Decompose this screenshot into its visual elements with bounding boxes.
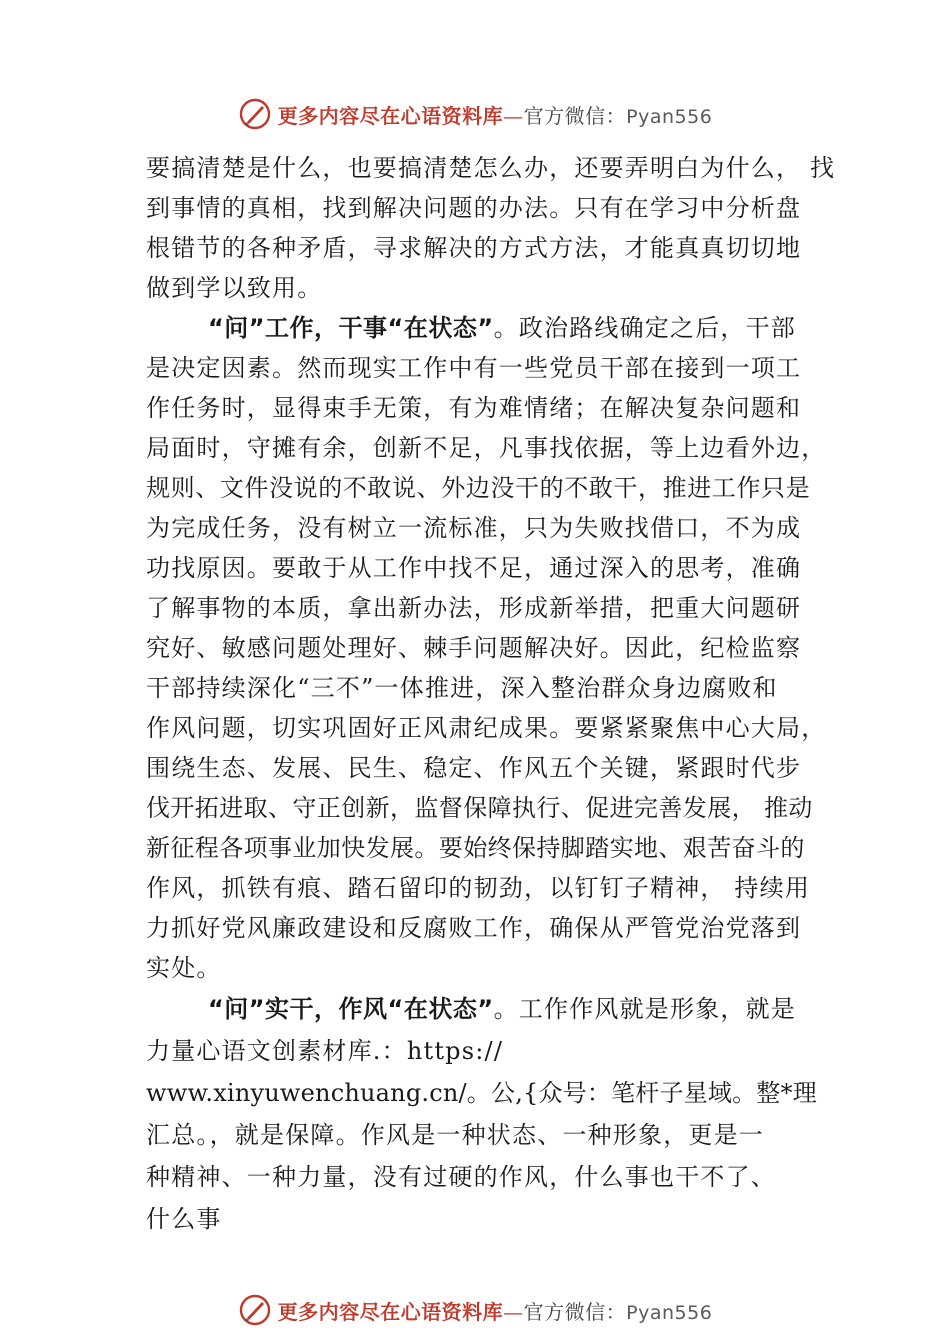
paragraph-first-line <box>146 308 822 348</box>
paragraph-2 <box>146 308 827 988</box>
text-line: 功找原因。要敢于从工作中找不足，通过深入的思考，准确 <box>146 554 802 582</box>
url-line: www.xinyuwenchuang.cn/。公,{众号：笔杆子星域。整*理 <box>146 1079 817 1107</box>
banner-title: 更多内容尽在心语资料库 <box>277 1299 504 1324</box>
paragraph-1 <box>146 148 836 308</box>
text-line: 根错节的各种矛盾，寻求解决的方式方法，才能真真切切地 <box>146 234 802 262</box>
banner-title: 更多内容尽在心语资料库 <box>277 103 504 128</box>
document-body <box>146 148 836 1240</box>
text-span: 。政治路线确定之后，干部 <box>493 314 796 342</box>
text-line: 什么事 <box>146 1205 222 1233</box>
text-line: 做到学以致用。 <box>146 274 323 302</box>
text-line: 了解事物的本质，拿出新办法，形成新举措，把重大问题研 <box>146 594 802 622</box>
quill-logo-icon <box>238 1293 272 1327</box>
text-line: 作任务时，显得束手无策，有为难情绪；在解决复杂问题和 <box>146 394 802 422</box>
paragraph-3 <box>146 988 822 1240</box>
text-line: 新征程各项事业加快发展。要始终保持脚踏实地、艰苦奋斗的 <box>146 834 805 862</box>
text-line: 力量心语文创素材库.：https:// <box>146 1037 504 1065</box>
text-line: 为完成任务，没有树立一流标准，只为失败找借口，不为成 <box>146 514 802 542</box>
text-line: 到事情的真相，找到解决问题的办法。只有在学习中分析盘 <box>146 194 802 222</box>
section-heading: “问”实干，作风“在状态” <box>208 995 494 1023</box>
banner-dash: — <box>503 103 524 128</box>
text-line: 力抓好党风廉政建设和反腐败工作，确保从严管党治党落到 <box>146 914 802 942</box>
text-line: 种精神、一种力量，没有过硬的作风，什么事也干不了、 <box>146 1163 776 1191</box>
banner-wechat-id: Pyan556 <box>626 1301 713 1324</box>
text-line: 要搞清楚是什么，也要搞清楚怎么办，还要弄明白为什么， 找 <box>146 154 836 182</box>
header-banner <box>0 94 950 134</box>
footer-banner <box>0 1290 950 1330</box>
text-line: 围绕生态、发展、民生、稳定、作风五个关键，紧跟时代步 <box>146 754 802 782</box>
text-line: 实处。 <box>146 954 222 982</box>
text-line: 作风问题，切实巩固好正风肃纪成果。要紧紧聚焦中心大局， <box>146 714 827 742</box>
paragraph-first-line <box>146 988 822 1030</box>
text-line: 汇总。，就是保障。作风是一种状态、一种形象，更是一 <box>146 1121 764 1149</box>
text-line: 是决定因素。然而现实工作中有一些党员干部在接到一项工 <box>146 354 802 382</box>
section-heading: “问”工作，干事“在状态” <box>208 314 494 342</box>
banner-dash: — <box>503 1299 524 1324</box>
banner-wechat-id: Pyan556 <box>626 105 713 128</box>
quill-logo-icon <box>238 97 272 131</box>
banner-label: 官方微信： <box>523 103 627 128</box>
text-line: 究好、敏感问题处理好、棘手问题解决好。因此，纪检监察 <box>146 634 802 662</box>
text-line: 局面时，守摊有余，创新不足，凡事找依据，等上边看外边， <box>146 434 827 462</box>
text-span: 。工作作风就是形象，就是 <box>493 995 796 1023</box>
text-line: 规则、文件没说的不敢说、外边没干的不敢干，推进工作只是 <box>146 474 811 502</box>
banner-label: 官方微信： <box>523 1299 627 1324</box>
text-line: 伐开拓进取、守正创新，监督保障执行、促进完善发展， 推动 <box>146 794 813 822</box>
text-line: 作风，抓铁有痕、踏石留印的韧劲，以钉钉子精神， 持续用 <box>146 874 811 902</box>
text-line: 干部持续深化“三不”一体推进，深入整治群众身边腐败和 <box>146 674 778 702</box>
